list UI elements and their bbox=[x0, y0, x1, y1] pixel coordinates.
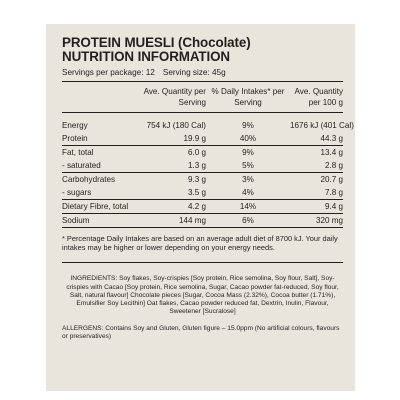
header-per-serving: Ave. Quantity per Serving bbox=[132, 82, 206, 113]
per-100g-value: 320 mg bbox=[290, 214, 343, 228]
table-header-row bbox=[62, 82, 343, 113]
header-daily-intake: % Daily Intakes* per Serving bbox=[206, 82, 290, 113]
nutrient-name: Protein bbox=[62, 132, 132, 146]
header-nutrient bbox=[62, 82, 132, 113]
header-per-100g: Ave. Quantity per 100 g bbox=[290, 82, 343, 113]
per-100g-value: 20.7 g bbox=[320, 175, 343, 184]
table-row bbox=[62, 214, 343, 228]
per-serving-value: 9.3 g bbox=[187, 175, 206, 184]
nutrition-panel bbox=[46, 24, 355, 391]
allergens-text: ALLERGENS: Contains Soy and Gluten, Gluten figure – 15.0ppm (No artificial colours, flavours or preservatives) bbox=[62, 324, 340, 340]
per-serving-value: 3.5 g bbox=[132, 186, 206, 200]
table-row bbox=[62, 200, 343, 214]
nutrient-name: Sodium bbox=[62, 214, 132, 228]
daily-intake-value: 4% bbox=[206, 186, 290, 200]
per-100g-value: 2.8 g bbox=[290, 159, 343, 173]
nutrition-table bbox=[62, 81, 354, 228]
servings-per-package: Servings per package: 12 bbox=[62, 68, 155, 77]
table-row bbox=[62, 132, 343, 146]
per-serving-value: 6.0 g bbox=[187, 148, 206, 157]
nutrient-name: Energy bbox=[62, 121, 88, 130]
per-100g-value: 1676 kJ (401 Cal) bbox=[290, 121, 354, 130]
nutrient-name: - sugars bbox=[62, 186, 132, 200]
daily-intake-value: 14% bbox=[206, 200, 290, 214]
per-serving-value: 754 kJ (180 Cal) bbox=[146, 121, 206, 130]
daily-intake-value: 5% bbox=[206, 159, 290, 173]
daily-intake-value: 6% bbox=[206, 214, 290, 228]
daily-intake-value: 9% bbox=[242, 148, 254, 157]
daily-intake-footnote: * Percentage Daily Intakes are based on an average adult diet of 8700 kJ. Your daily intakes may be higher or lower depending on your energy needs. bbox=[62, 234, 338, 253]
per-100g-value: 44.3 g bbox=[290, 132, 343, 146]
product-title bbox=[62, 36, 341, 64]
table-row bbox=[62, 159, 343, 173]
nutrient-name: - saturated bbox=[62, 159, 132, 173]
divider bbox=[62, 262, 343, 263]
daily-intake-value: 40% bbox=[206, 132, 290, 146]
daily-intake-value: 3% bbox=[242, 175, 254, 184]
nutrient-name: Dietary Fibre, total bbox=[62, 200, 132, 214]
title-line-1: PROTEIN MUESLI (Chocolate) bbox=[62, 35, 251, 50]
per-100g-value: 7.8 g bbox=[290, 186, 343, 200]
table-row bbox=[62, 173, 343, 187]
per-100g-value: 13.4 g bbox=[320, 148, 343, 157]
title-line-2: NUTRITION INFORMATION bbox=[62, 49, 230, 64]
ingredients-text: INGREDIENTS: Soy flakes, Soy-crispies [Soy protein, Rice semolina, Soy flour, Salt], Soy-crispies with Cacao [Soy protein, Rice semolina, Sugar, Cacao powder fat-reduced, Soy flour, Salt, natural flavour] Chocolate pieces [Sugar, Cocoa Mass (2.32%), Cocoa butter (1.71%), Emulsifier Soy Lecithin] Oat flakes, Cacao powder reduced fat, Dextrin, Inulin, Flavour, Sweetener [Sucralose] bbox=[66, 275, 339, 315]
daily-intake-value: 9% bbox=[242, 121, 254, 130]
servings-line bbox=[62, 68, 341, 78]
table-row bbox=[62, 186, 343, 200]
serving-size: Serving size: 45g bbox=[162, 68, 226, 77]
per-serving-value: 19.9 g bbox=[132, 132, 206, 146]
per-serving-value: 4.2 g bbox=[132, 200, 206, 214]
table-row bbox=[62, 146, 343, 160]
nutrient-name: Fat, total bbox=[62, 148, 94, 157]
table-row bbox=[62, 113, 343, 133]
per-serving-value: 144 mg bbox=[132, 214, 206, 228]
per-100g-value: 9.4 g bbox=[290, 200, 343, 214]
nutrient-name: Carbohydrates bbox=[62, 175, 116, 184]
per-serving-value: 1.3 g bbox=[132, 159, 206, 173]
